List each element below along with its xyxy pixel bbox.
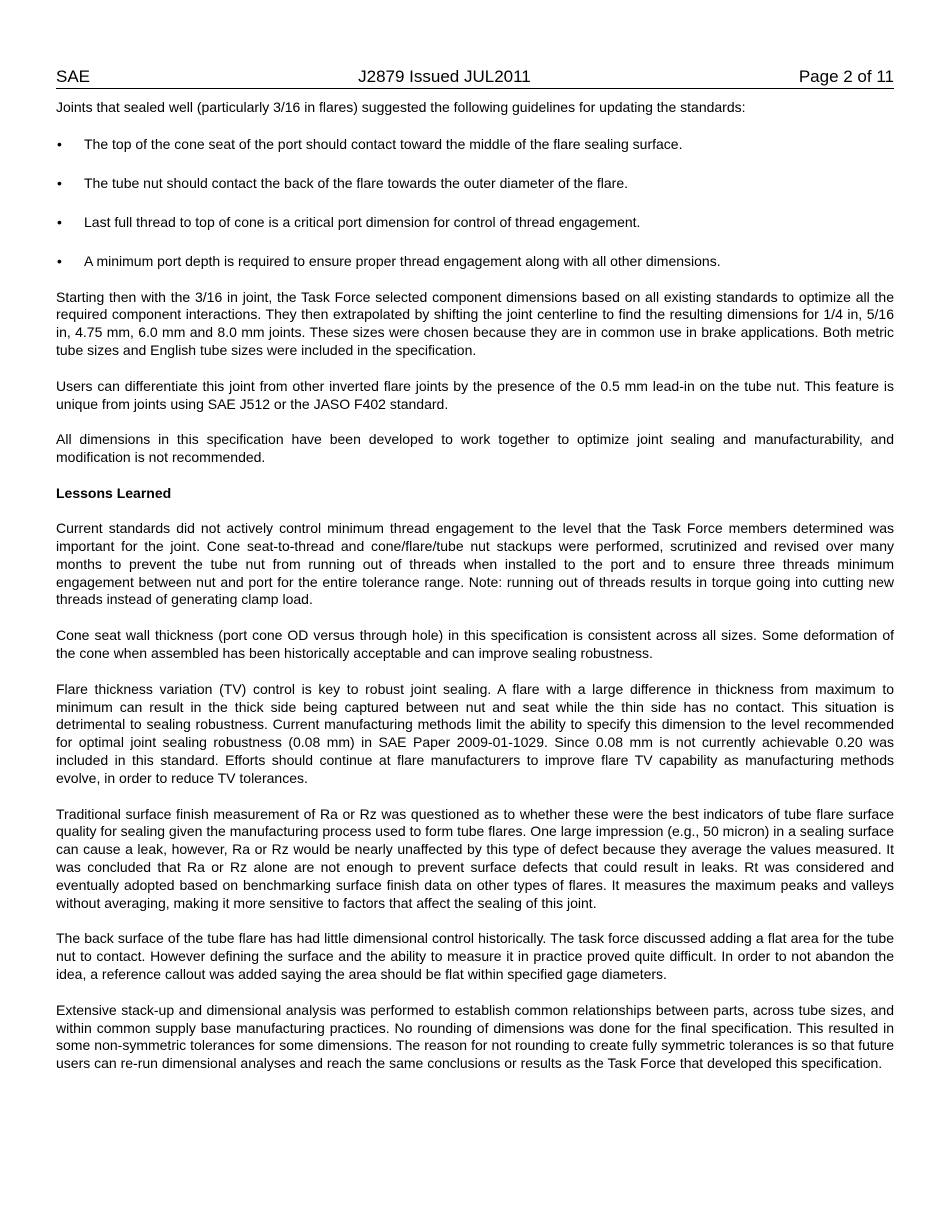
bullet-icon: • — [57, 174, 62, 191]
intro-paragraph: Joints that sealed well (particularly 3/16 in flares) suggested the following guidelines for updating the standards: — [56, 99, 746, 115]
body-paragraph: Traditional surface finish measurement of Ra or Rz was questioned as to whether these were the best indicators of tube flare surface quality for sealing given the manufacturing process used to form tube flares. One large impression (e.g., 50 micron) in a sealing surface can cause a leak, however, Ra or Rz would be nearly unaffected by this type of defect because they average the values measured. It was concluded that Ra or Rz alone are not enough to prevent surface defects that could result in leaks. Rt was considered and eventually adopted based on benchmarking surface finish data on other types of flares. It measures the maximum peaks and valleys without averaging, making it more sensitive to factors that affect the sealing of this joint. — [56, 805, 894, 911]
section-heading: Lessons Learned — [56, 484, 172, 501]
list-item: • The top of the cone seat of the port should contact toward the middle of the flare sealing surface. — [57, 135, 683, 152]
bullet-icon: • — [57, 252, 62, 269]
list-item: • The tube nut should contact the back of the flare towards the outer diameter of the flare. — [57, 174, 628, 191]
header-page-number: Page 2 of 11 — [798, 67, 894, 86]
bullet-icon: • — [57, 213, 62, 230]
header-organization: SAE — [56, 67, 91, 86]
list-item: • A minimum port depth is required to ensure proper thread engagement along with all other dimensions. — [57, 252, 721, 269]
list-item: • Last full thread to top of cone is a critical port dimension for control of thread engagement. — [57, 213, 641, 230]
body-paragraph: Users can differentiate this joint from other inverted flare joints by the presence of the 0.5 mm lead-in on the tube nut. This feature is unique from joints using SAE J512 or the JASO F402 standard. — [56, 377, 894, 412]
page-header — [56, 66, 894, 89]
body-paragraph: Flare thickness variation (TV) control is key to robust joint sealing. A flare with a large difference in thickness from maximum to minimum can result in the thick side being captured between nut and seat while the thin side has no contact. This situation is detrimental to sealing robustness. Current manufacturing methods limit the ability to specify this dimension to the level recommended for optimal joint sealing robustness (0.08 mm) in SAE Paper 2009-01-1029. Since 0.08 mm is not currently achievable 0.20 was included in this standard. Efforts should continue at flare manufacturers to improve flare TV capability as manufacturing methods evolve, in order to reduce TV tolerances. — [56, 680, 894, 786]
header-document-id: J2879 Issued JUL2011 — [358, 67, 531, 86]
bullet-icon: • — [57, 135, 62, 152]
body-paragraph: Extensive stack-up and dimensional analysis was performed to establish common relationships between parts, across tube sizes, and within common supply base manufacturing practices. No rounding of dimensions was done for the final specification. This resulted in some non-symmetric tolerances for some dimensions. The reason for not rounding to create fully symmetric tolerances is so that future users can re-run dimensional analyses and reach the same conclusions or results as the Task Force that developed this specification. — [56, 1001, 894, 1072]
document-page — [56, 66, 894, 1091]
guidelines-list — [56, 136, 894, 271]
body-paragraph: The back surface of the tube flare has had little dimensional control historically. The task force discussed adding a flat area for the tube nut to contact. However defining the surface and the ability to measure it in practice proved quite difficult. In order to not abandon the idea, a reference callout was added saying the area should be flat within specified gage diameters. — [56, 930, 894, 982]
body-paragraph: Starting then with the 3/16 in joint, the Task Force selected component dimensions based on all existing standards to optimize all the required component interactions. They then extrapolated by shifting the joint centerline to find the resulting dimensions for 1/4 in, 5/16 in, 4.75 mm, 6.0 mm and 8.0 mm joints. These sizes were chosen because they are in common use in brake applications. Both metric tube sizes and English tube sizes were included in the specification. — [56, 288, 894, 358]
body-paragraph: Current standards did not actively control minimum thread engagement to the level that the Task Force members determined was important for the joint. Cone seat-to-thread and cone/flare/tube nut stackups were performed, scrutinized and revised over many months to prevent the tube nut from running out of threads when installed to the port and to ensure three threads minimum engagement between nut and port for the entire tolerance range. Note: running out of threads results in torque going into cutting new threads instead of generating clamp load. — [56, 520, 894, 608]
body-paragraph: Cone seat wall thickness (port cone OD versus through hole) in this specification is consistent across all sizes. Some deformation of the cone when assembled has been historically acceptable and can improve sealing robustness. — [56, 627, 894, 661]
body-paragraph: All dimensions in this specification have been developed to work together to optimize joint sealing and manufacturability, and modification is not recommended. — [56, 431, 894, 466]
